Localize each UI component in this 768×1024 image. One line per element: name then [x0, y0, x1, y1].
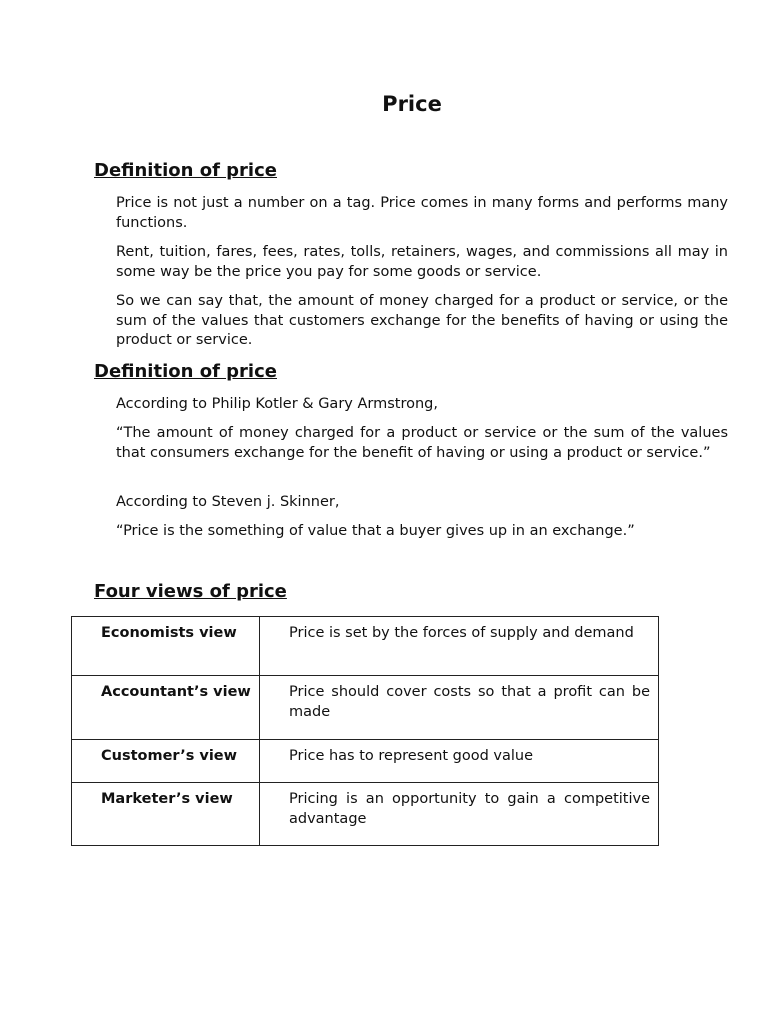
four-views-table — [71, 616, 659, 846]
view-description: Pricing is an opportunity to gain a competitive advantage — [260, 783, 659, 846]
section-heading-four-views: Four views of price — [94, 581, 287, 602]
section-heading-definition-2: Definition of price — [94, 361, 277, 382]
view-description: Price should cover costs so that a profit can be made — [260, 676, 659, 740]
view-label: Accountant’s view — [72, 676, 260, 740]
section-heading-definition: Definition of price — [94, 160, 277, 181]
paragraph: According to Steven j. Skinner, — [116, 494, 340, 510]
quote-paragraph: “Price is the something of value that a buyer gives up in an exchange.” — [116, 523, 635, 539]
table-row — [72, 740, 659, 783]
paragraph: Price is not just a number on a tag. Price comes in many forms and performs many functions. — [116, 195, 728, 231]
view-label: Marketer’s view — [72, 783, 260, 846]
view-description: Price is set by the forces of supply and demand — [260, 617, 659, 676]
table-row — [72, 617, 659, 676]
paragraph: Rent, tuition, fares, fees, rates, tolls, retainers, wages, and commissions all may in some way be the price you pay for some goods or service. — [116, 244, 728, 280]
view-label: Customer’s view — [72, 740, 260, 783]
view-description: Price has to represent good value — [260, 740, 659, 783]
table-row — [72, 783, 659, 846]
quote-paragraph: “The amount of money charged for a product or service or the sum of the values that consumers exchange for the benefit of having or using a product or service.” — [116, 425, 728, 461]
page-title: Price — [382, 92, 442, 116]
paragraph: According to Philip Kotler & Gary Armstrong, — [116, 396, 438, 412]
view-label: Economists view — [72, 617, 260, 676]
table-row — [72, 676, 659, 740]
paragraph: So we can say that, the amount of money charged for a product or service, or the sum of the values that customers exchange for the benefits of having or using the product or service. — [116, 293, 728, 348]
